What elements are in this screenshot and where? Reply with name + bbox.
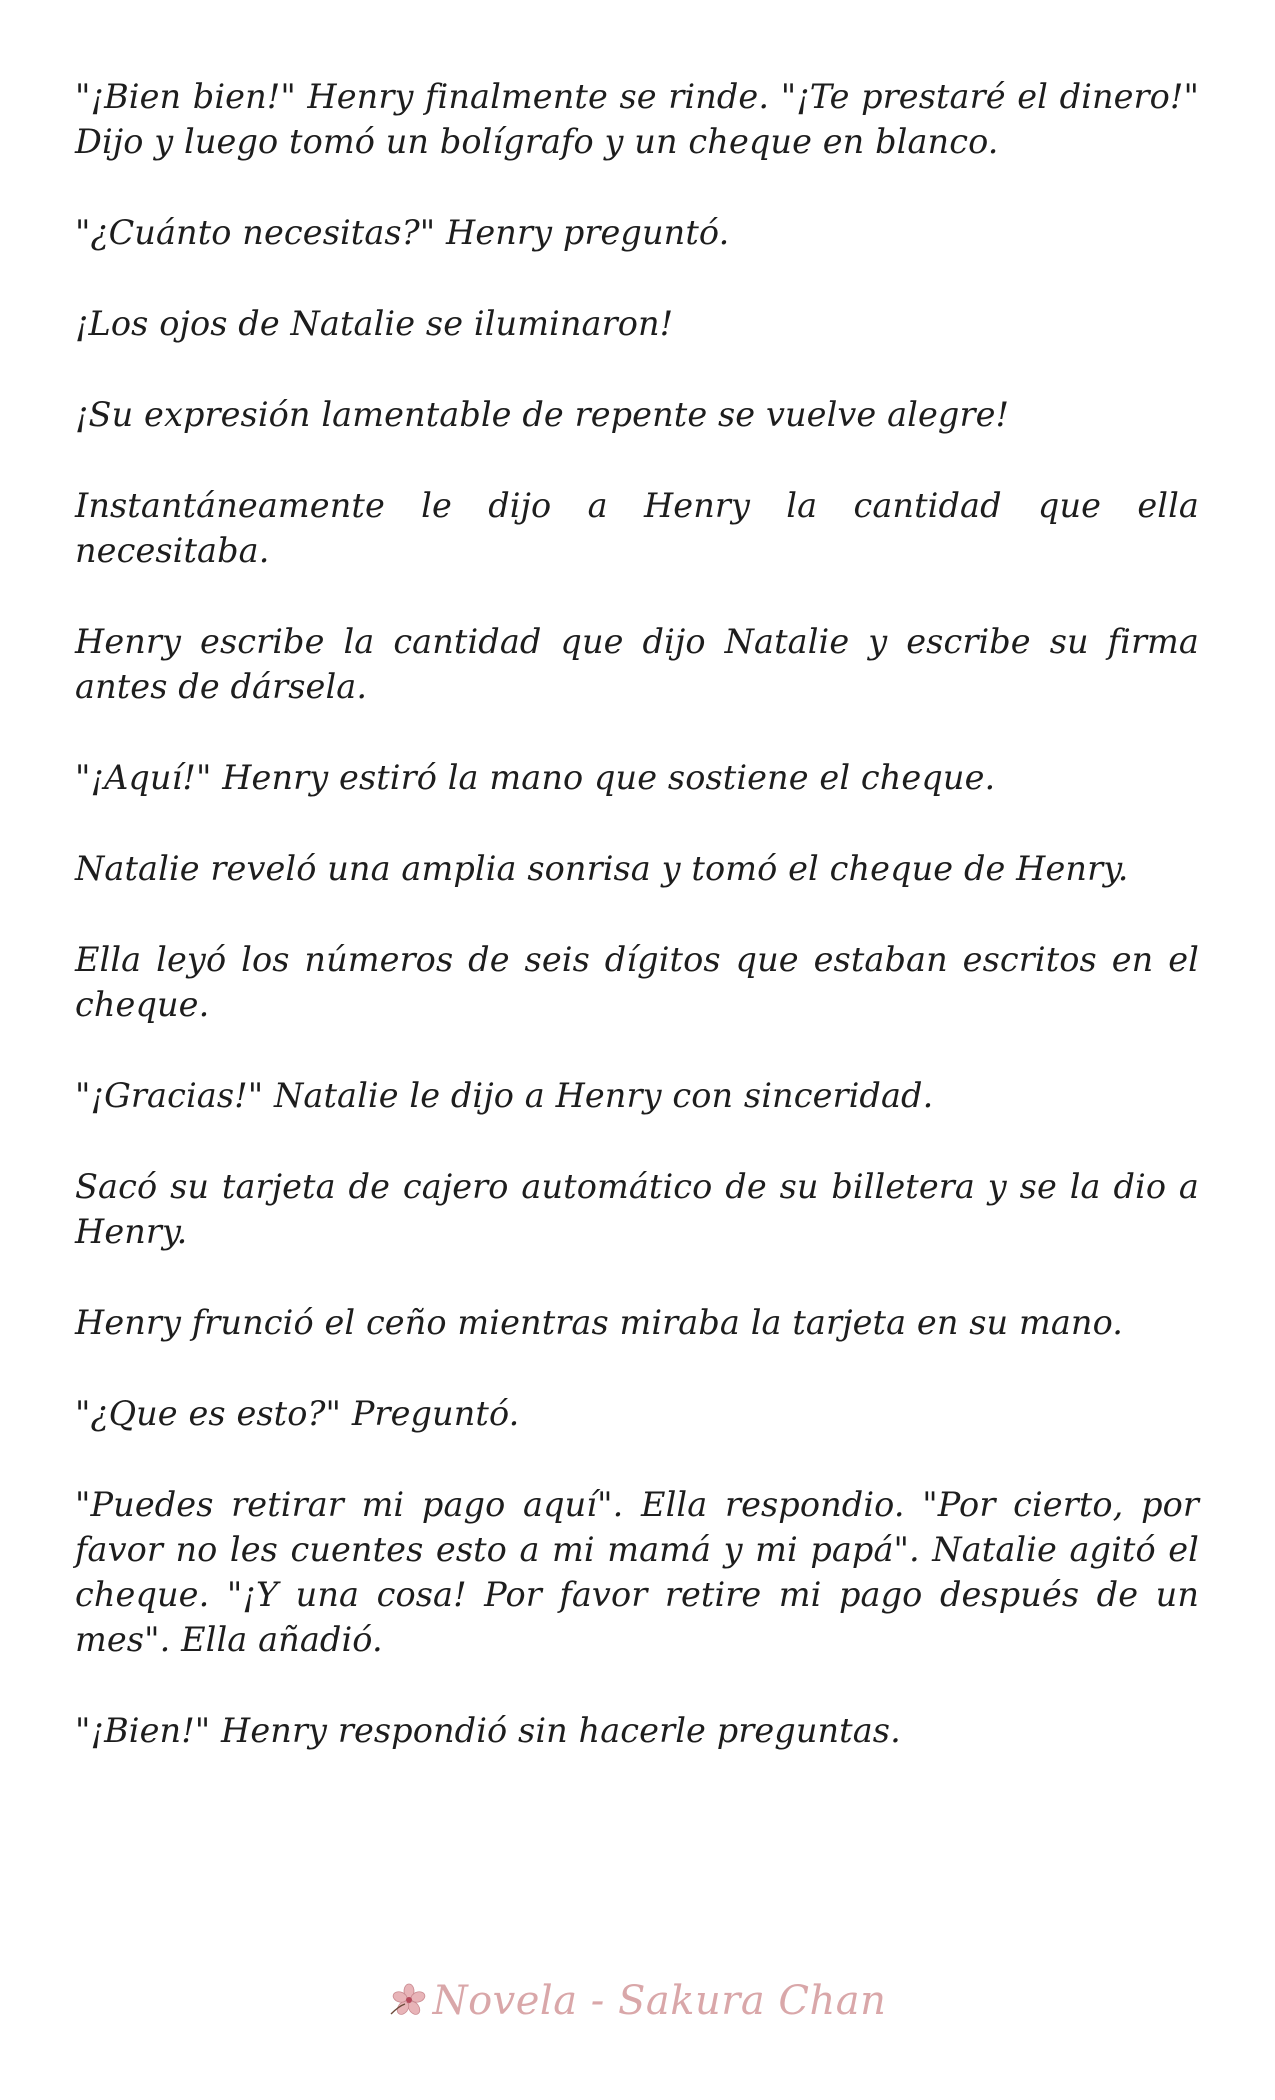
paragraph: "¡Bien bien!" Henry finalmente se rinde. "¡Te prestaré el dinero!" Dijo y luego tomó un bolígrafo y un cheque en blanco. (75, 77, 1199, 161)
paragraph: "¡Bien!" Henry respondió sin hacerle preguntas. (75, 1711, 901, 1750)
paragraph: "¡Gracias!" Natalie le dijo a Henry con sinceridad. (75, 1076, 934, 1115)
paragraph: ¡Su expresión lamentable de repente se vuelve alegre! (75, 395, 1010, 434)
paragraph: ¡Los ojos de Natalie se iluminaron! (75, 304, 674, 343)
paragraph: Natalie reveló una amplia sonrisa y tomó el cheque de Henry. (75, 849, 1129, 888)
paragraph: "¡Aquí!" Henry estiró la mano que sostiene el cheque. (75, 758, 996, 797)
paragraph: "Puedes retirar mi pago aquí". Ella respondio. "Por cierto, por favor no les cuentes esto a mi mamá y mi papá". Natalie agitó el cheque. "¡Y una cosa! Por favor retire mi pago después de un mes". Ella añadió. (75, 1485, 1199, 1659)
paragraph: Instantáneamente le dijo a Henry la cantidad que ella necesitaba. (75, 486, 1199, 570)
paragraph: Henry frunció el ceño mientras miraba la tarjeta en su mano. (75, 1303, 1124, 1342)
paragraph: Henry escribe la cantidad que dijo Natalie y escribe su firma antes de dársela. (75, 622, 1199, 706)
paragraph: Ella leyó los números de seis dígitos que estaban escritos en el cheque. (75, 940, 1199, 1024)
sakura-flower-icon (389, 1980, 429, 2014)
watermark-text: Novela - Sakura Chan (432, 1978, 887, 2024)
story-text (75, 74, 1199, 1799)
watermark (0, 1978, 1275, 2024)
paragraph: "¿Cuánto necesitas?" Henry preguntó. (75, 213, 730, 252)
paragraph: Sacó su tarjeta de cajero automático de su billetera y se la dio a Henry. (75, 1167, 1199, 1251)
paragraph: "¿Que es esto?" Preguntó. (75, 1394, 520, 1433)
